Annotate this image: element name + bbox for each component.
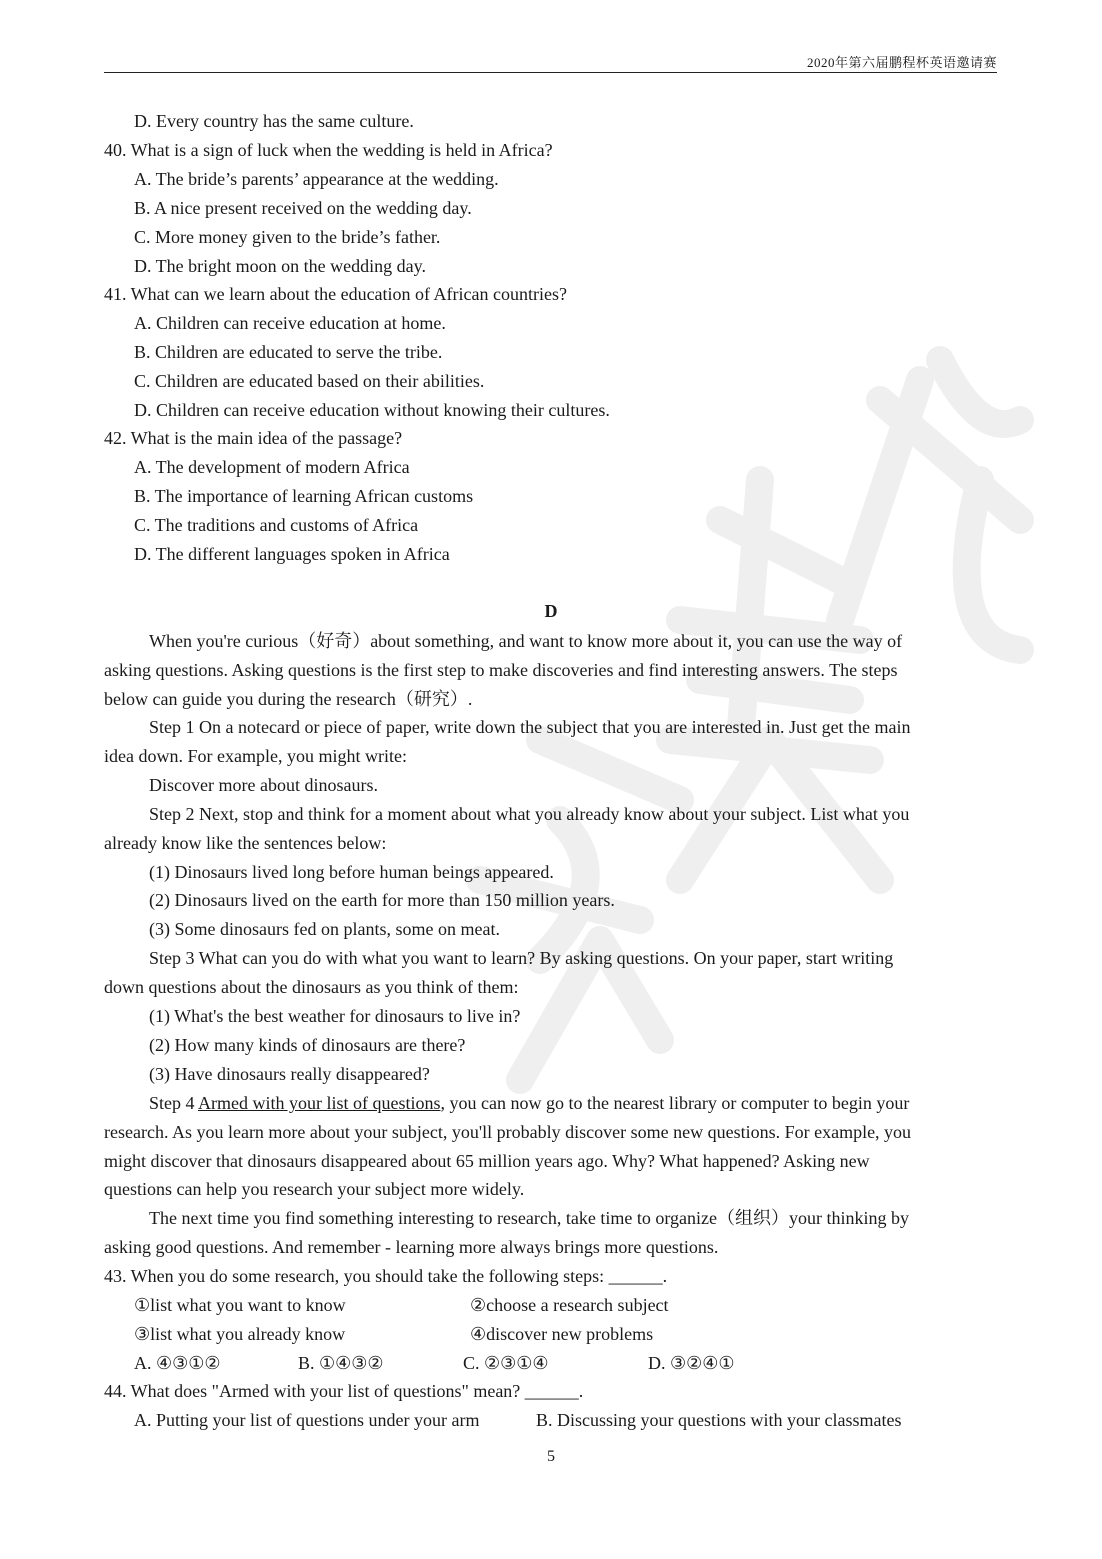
step1-line1: Step 1 On a notecard or piece of paper, write down the subject that you are interested in. Just get the main: [149, 717, 911, 737]
passage-d-title: D: [544, 601, 558, 621]
step2-item3: (3) Some dinosaurs fed on plants, some on meat.: [149, 919, 500, 939]
q43-step3: ③list what you already know: [134, 1324, 346, 1344]
page-number: 5: [547, 1448, 555, 1465]
q43-option-b: B. ①④③②: [298, 1353, 384, 1373]
q44-option-a: A. Putting your list of questions under your arm: [134, 1410, 480, 1430]
q44-stem: 44. What does "Armed with your list of questions" mean? ______.: [104, 1381, 584, 1401]
q40-stem: 40. What is a sign of luck when the wedding is held in Africa?: [104, 140, 553, 160]
step2-line2: already know like the sentences below:: [104, 833, 387, 853]
step4-line3: might discover that dinosaurs disappeared about 65 million years ago. Why? What happened? Asking new: [104, 1151, 870, 1171]
closing-line1: The next time you find something interesting to research, take time to organize（组织）your thinking by: [149, 1208, 909, 1228]
step3-item1: (1) What's the best weather for dinosaurs to live in?: [149, 1006, 521, 1026]
step4-underlined-phrase: Armed with your list of questions: [198, 1093, 441, 1113]
q43-stem: 43. When you do some research, you should take the following steps: ______.: [104, 1266, 668, 1286]
step3-item2: (2) How many kinds of dinosaurs are there?: [149, 1035, 466, 1055]
watermark-graphic: [420, 320, 1060, 1180]
q41-option-c: C. Children are educated based on their abilities.: [134, 371, 485, 391]
step4-line4: questions can help you research your subject more widely.: [104, 1179, 525, 1199]
q41-option-d: D. Children can receive education without knowing their cultures.: [134, 400, 610, 420]
q44-option-b: B. Discussing your questions with your classmates: [536, 1410, 902, 1430]
passage-d-p1-line3: below can guide you during the research（研究）.: [104, 689, 473, 709]
q43-option-a: A. ④③①②: [134, 1353, 221, 1373]
q43-option-d: D. ③②④①: [648, 1353, 735, 1373]
q43-step1: ①list what you want to know: [134, 1295, 346, 1315]
q41-stem: 41. What can we learn about the education of African countries?: [104, 284, 567, 304]
q42-option-c: C. The traditions and customs of Africa: [134, 515, 419, 535]
q40-option-b: B. A nice present received on the wedding day.: [134, 198, 472, 218]
q42-option-b: B. The importance of learning African customs: [134, 486, 474, 506]
step1-example: Discover more about dinosaurs.: [149, 775, 378, 795]
step3-line2: down questions about the dinosaurs as you think of them:: [104, 977, 519, 997]
q43-step4: ④discover new problems: [470, 1324, 654, 1344]
step4-line1: [149, 1091, 909, 1115]
passage-d-p1-line2: asking questions. Asking questions is the first step to make discoveries and find interesting answers. The steps: [104, 660, 898, 680]
q43-step2: ②choose a research subject: [470, 1295, 669, 1315]
closing-line2: asking good questions. And remember - learning more always brings more questions.: [104, 1237, 719, 1257]
q40-option-d: D. The bright moon on the wedding day.: [134, 256, 426, 276]
q40-option-c: C. More money given to the bride’s father.: [134, 227, 441, 247]
header-rule: [104, 72, 997, 73]
q39-option-d: D. Every country has the same culture.: [134, 111, 414, 131]
header-title: 2020年第六届鹏程杯英语邀请赛: [806, 55, 997, 70]
passage-d-p1-line1: When you're curious（好奇）about something, and want to know more about it, you can use the way of: [149, 631, 903, 651]
step3-line1: Step 3 What can you do with what you want to learn? By asking questions. On your paper, start writing: [149, 948, 894, 968]
step4-line2: research. As you learn more about your subject, you'll probably discover some new questions. For example, you: [104, 1122, 912, 1142]
step2-line1: Step 2 Next, stop and think for a moment about what you already know about your subject. List what you: [149, 804, 910, 824]
step3-item3: (3) Have dinosaurs really disappeared?: [149, 1064, 430, 1084]
q41-option-b: B. Children are educated to serve the tribe.: [134, 342, 443, 362]
q43-option-c: C. ②③①④: [463, 1353, 549, 1373]
step4-prefix: Step 4: [149, 1093, 199, 1113]
step1-line2: idea down. For example, you might write:: [104, 746, 407, 766]
step4-rest: , you can now go to the nearest library or computer to begin your: [440, 1093, 910, 1113]
q41-option-a: A. Children can receive education at home.: [134, 313, 446, 333]
q42-stem: 42. What is the main idea of the passage?: [104, 428, 403, 448]
step2-item2: (2) Dinosaurs lived on the earth for more than 150 million years.: [149, 890, 615, 910]
q40-option-a: A. The bride’s parents’ appearance at the wedding.: [134, 169, 499, 189]
q42-option-a: A. The development of modern Africa: [134, 457, 410, 477]
q42-option-d: D. The different languages spoken in Africa: [134, 544, 450, 564]
step2-item1: (1) Dinosaurs lived long before human beings appeared.: [149, 862, 554, 882]
